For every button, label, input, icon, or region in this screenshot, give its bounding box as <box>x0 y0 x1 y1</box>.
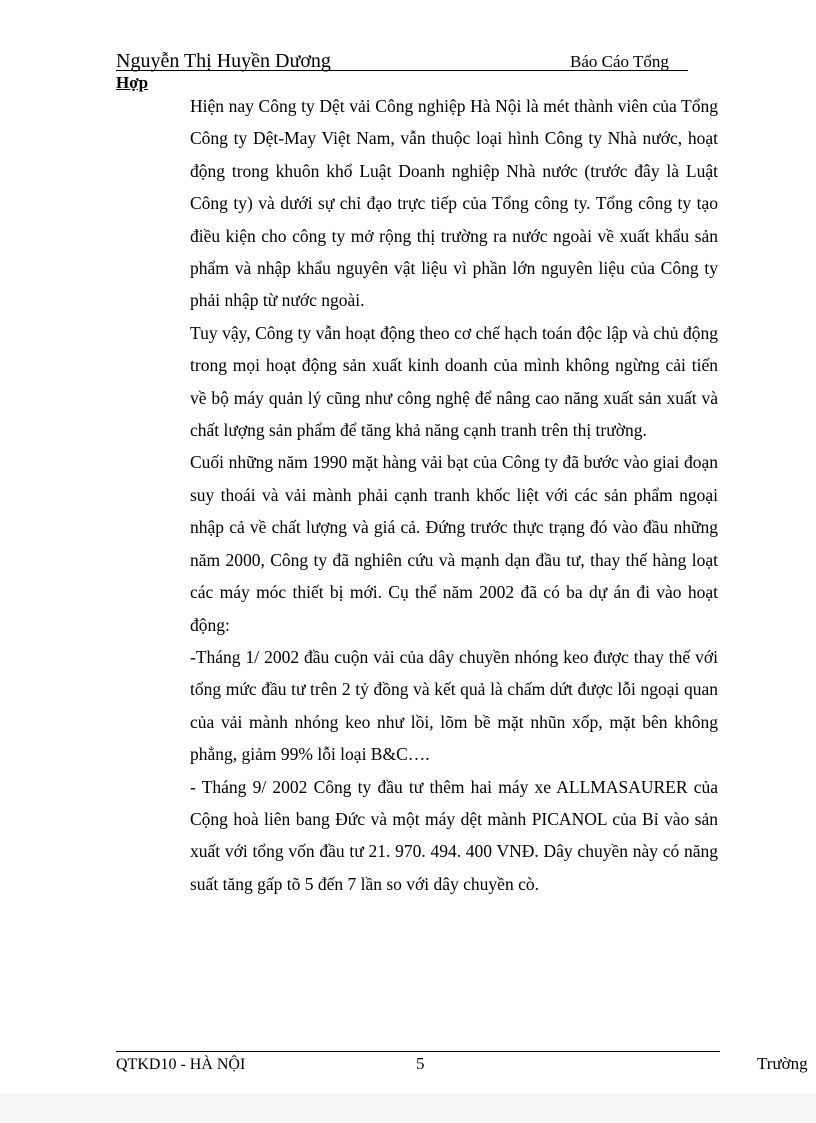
page-bottom-band <box>0 1093 816 1123</box>
paragraph-3: Cuối những năm 1990 mặt hàng vải bạt của Công ty đã bước vào giai đoạn suy thoái và vải mành phải cạnh tranh khốc liệt với các sản phẩm ngoại nhập cả về chất lượng và giá cả. Đứng trước thực trạng đó vào đầu những năm 2000, Công ty đã nghiên cứu và mạnh dạn đầu tư, thay thế hàng loạt các máy móc thiết bị mới. Cụ thể năm 2002 đã có ba dự án đi vào hoạt động: <box>190 452 718 635</box>
header-rule <box>116 70 688 71</box>
document-body <box>190 90 718 900</box>
footer-rule <box>116 1051 720 1052</box>
page-number: 5 <box>416 1054 425 1073</box>
paragraph-1: Hiện nay Công ty Dệt vải Công nghiệp Hà Nội là mét thành viên của Tổng Công ty Dệt-May Việt Nam, vẫn thuộc loại hình Công ty Nhà nước, hoạt động trong khuôn khổ Luật Doanh nghiệp Nhà nước (trước đây là Luật Công ty) và dưới sự chỉ đạo trực tiếp của Tổng công ty. Tổng công ty tạo điều kiện cho công ty mở rộng thị trường ra nước ngoài về xuất khẩu sản phẩm và nhập khẩu nguyên vật liệu vì phần lớn nguyên liệu của Công ty phải nhập từ nước ngoài. <box>190 96 718 311</box>
paragraph-5: - Tháng 9/ 2002 Công ty đầu tư thêm hai máy xe ALLMASAURER của Cộng hoà liên bang Đức và một máy dệt mành PICANOL của Bỉ vào sản xuất với tổng vốn đầu tư 21. 970. 494. 400 VNĐ. Dây chuyền này có năng suất tăng gấp tõ 5 đến 7 lần so với dây chuyền cò. <box>190 776 718 894</box>
header-author: Nguyễn Thị Huyền Dương <box>116 50 331 72</box>
header-title-continued: Hợp <box>116 73 149 92</box>
footer-right-text: Trường <box>757 1054 808 1073</box>
header-title: Báo Cáo Tổng <box>570 52 669 71</box>
paragraph-4: -Tháng 1/ 2002 đầu cuộn vải của dây chuyền nhóng keo được thay thế với tổng mức đầu tư trên 2 tỷ đồng và kết quả là chấm dứt được lỗi ngoại quan của vải mành nhóng keo như lồi, lõm bề mặt nhũn xốp, mặt bên không phẳng, giảm 99% lỗi loại B&C…. <box>190 646 718 765</box>
footer-left-text: QTKD10 - HÀ NỘI <box>116 1056 246 1073</box>
paragraph-2: Tuy vậy, Công ty vẫn hoạt động theo cơ chế hạch toán độc lập và chủ động trong mọi hoạt động sản xuất kinh doanh của mình không ngừng cải tiến về bộ máy quản lý cũng như công nghệ để nâng cao năng xuất sản xuất và chất lượng sản phẩm để tăng khả năng cạnh tranh trên thị trường. <box>190 322 718 441</box>
